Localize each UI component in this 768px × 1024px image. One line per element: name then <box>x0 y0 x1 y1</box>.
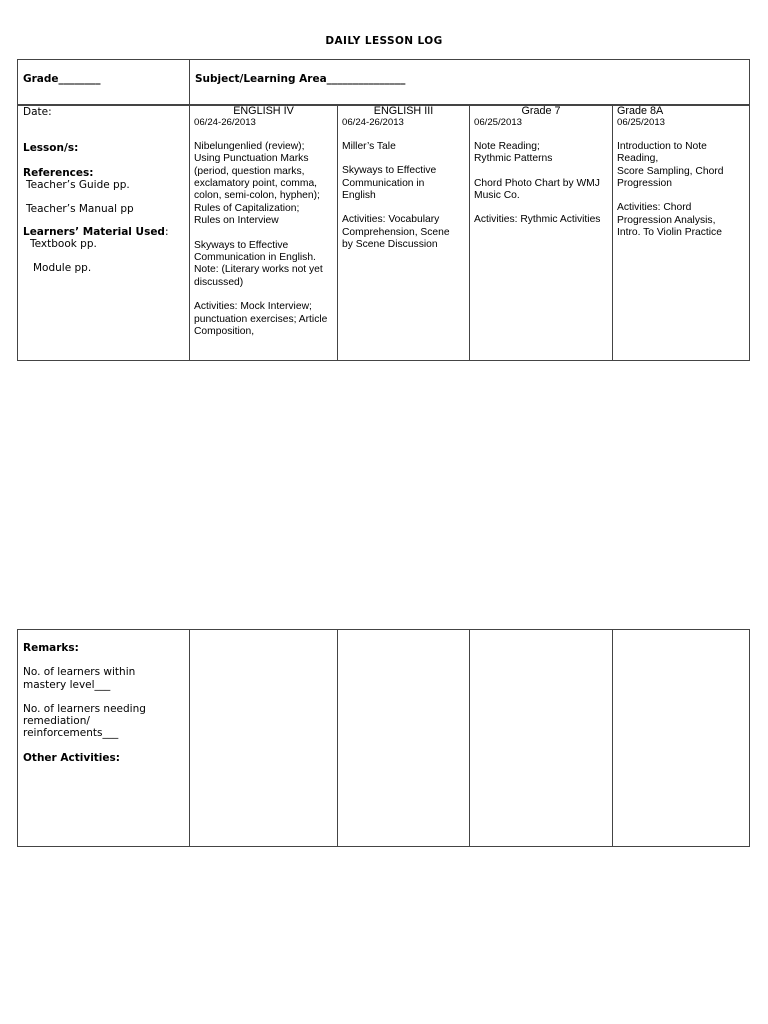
column-heading: ENGLISH IV <box>233 105 294 117</box>
other-activities-label: Other Activities: <box>23 751 120 764</box>
column-paragraph: Miller’s Tale <box>342 140 396 152</box>
column-english-iv <box>190 105 338 361</box>
subject-cell <box>190 60 750 106</box>
column-date: 06/24-26/2013 <box>194 117 256 129</box>
remarks-empty-cell <box>470 630 613 847</box>
column-paragraph: Activities: Mock Interview; punctuation exercises; Article Composition, <box>194 301 328 338</box>
column-heading: Grade 8A <box>617 105 664 117</box>
column-paragraph: Activities: Rythmic Activities <box>474 214 601 226</box>
column-paragraph: Skyways to Effective Communication in English <box>342 165 437 202</box>
column-paragraph: Note Reading; Rythmic Patterns <box>474 140 553 165</box>
remarks-empty-cell <box>613 630 750 847</box>
column-grade-8a <box>613 105 750 361</box>
column-paragraph: Nibelungenlied (review); Using Punctuation Marks (period, question marks, exclamatory point, comma, colon, semi-colon, hyphen); Rules of Capitalization; Rules on Interview <box>194 140 320 227</box>
column-paragraph: Activities: Chord Progression Analysis, Intro. To Violin Practice <box>617 202 722 239</box>
learners-material-colon: : <box>164 226 169 238</box>
remarks-cell <box>18 630 190 847</box>
date-label: Date: <box>23 106 52 118</box>
remarks-empty-cell <box>338 630 470 847</box>
references-label: References: <box>23 167 94 179</box>
lesson-info-cell <box>18 105 190 361</box>
header-table <box>17 59 750 106</box>
column-english-iii <box>338 105 470 361</box>
column-date: 06/24-26/2013 <box>342 117 404 129</box>
column-paragraph: Chord Photo Chart by WMJ Music Co. <box>474 177 600 202</box>
remarks-table <box>17 629 750 847</box>
column-heading: Grade 7 <box>521 105 561 117</box>
remarks-label: Remarks: <box>23 642 79 654</box>
grade-cell <box>18 60 190 106</box>
remarks-empty-cell <box>190 630 338 847</box>
column-date: 06/25/2013 <box>617 117 666 129</box>
lessons-label: Lesson/s: <box>23 142 79 154</box>
subject-label: Subject/Learning Area_______________ <box>195 73 406 85</box>
teachers-manual-label: Teacher’s Manual pp <box>26 203 134 215</box>
document-title: DAILY LESSON LOG <box>325 35 443 47</box>
grade-label: Grade________ <box>23 73 101 85</box>
column-grade-7 <box>470 105 613 361</box>
mastery-level-text: No. of learners within mastery level___ <box>23 666 136 691</box>
lesson-table <box>17 104 750 361</box>
column-paragraph: Skyways to Effective Communication in English. Note: (Literary works not yet discussed) <box>194 239 323 288</box>
column-paragraph: Activities: Vocabulary Comprehension, Scene by Scene Discussion <box>342 214 450 251</box>
module-label: Module pp. <box>33 262 92 274</box>
textbook-label: Textbook pp. <box>30 238 97 250</box>
column-date: 06/25/2013 <box>474 117 523 129</box>
learners-material-label: Learners’ Material Used <box>23 226 165 238</box>
remediation-text: No. of learners needing remediation/ reinforcements___ <box>23 702 146 740</box>
column-paragraph: Introduction to Note Reading, Score Sampling, Chord Progression <box>617 140 724 190</box>
teachers-guide-label: Teacher’s Guide pp. <box>26 179 130 191</box>
column-heading: ENGLISH III <box>373 105 434 117</box>
